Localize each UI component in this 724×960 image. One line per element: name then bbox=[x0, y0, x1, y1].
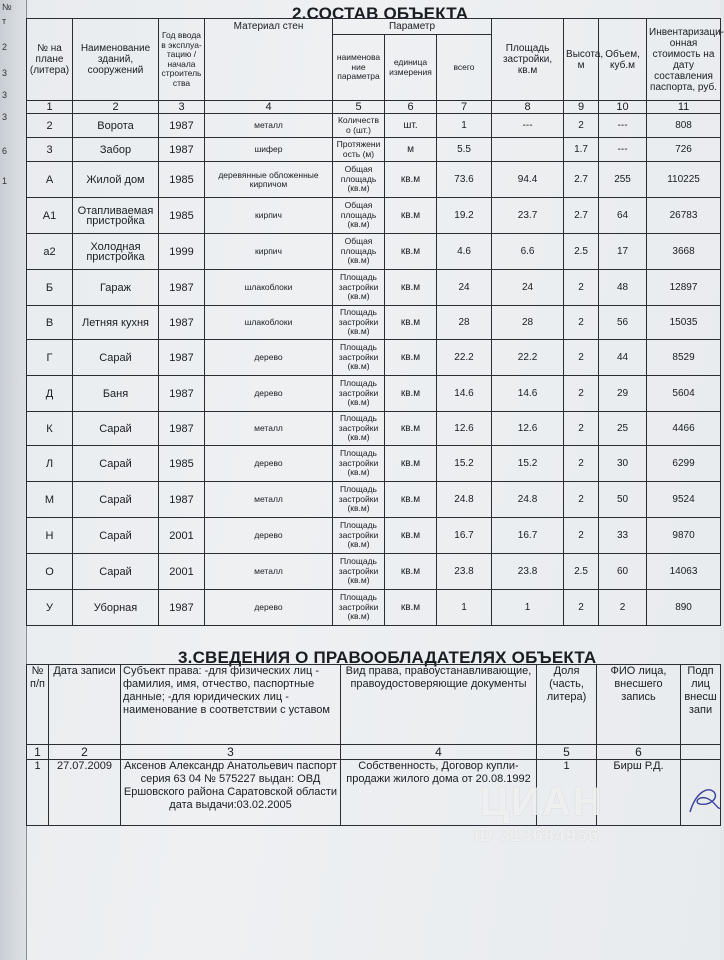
cell-total: 4.6 bbox=[437, 234, 492, 270]
cell-name: Ворота bbox=[73, 114, 159, 138]
cell-area: --- bbox=[492, 114, 564, 138]
cell-cost: 110225 bbox=[647, 162, 721, 198]
table-row bbox=[27, 412, 721, 446]
cell-year: 2001 bbox=[159, 554, 205, 590]
cell-cost: 14063 bbox=[647, 554, 721, 590]
cell-param: Площадь застройки (кв.м) bbox=[333, 270, 385, 306]
cell-height: 2 bbox=[564, 446, 599, 482]
cell-area: 22.2 bbox=[492, 340, 564, 376]
cell-height: 2 bbox=[564, 270, 599, 306]
cell-unit: кв.м bbox=[385, 482, 437, 518]
header-building-area: Площадь застройки, кв.м bbox=[492, 19, 564, 101]
cell-area: 28 bbox=[492, 306, 564, 340]
cell-volume: 30 bbox=[599, 446, 647, 482]
cell-lit: А1 bbox=[27, 198, 73, 234]
header-volume: Объем, куб.м bbox=[599, 19, 647, 101]
table-row bbox=[27, 518, 721, 554]
section-3-title: 3.СВЕДЕНИЯ О ПРАВООБЛАДАТЕЛЯХ ОБЪЕКТА bbox=[178, 648, 597, 667]
cell-lit: а2 bbox=[27, 234, 73, 270]
column-number-row bbox=[27, 745, 721, 760]
cell-name: Холодная пристройка bbox=[73, 234, 159, 270]
cell-param: Общая площадь (кв.м) bbox=[333, 234, 385, 270]
cell-height: 2 bbox=[564, 482, 599, 518]
column-number: 6 bbox=[385, 101, 437, 114]
cell-height: 2.5 bbox=[564, 554, 599, 590]
right-holders-table bbox=[26, 664, 721, 826]
cell-lit: Н bbox=[27, 518, 73, 554]
cell-name: Жилой дом bbox=[73, 162, 159, 198]
cell-volume: 25 bbox=[599, 412, 647, 446]
cell-total: 73.6 bbox=[437, 162, 492, 198]
cell-total: 14.6 bbox=[437, 376, 492, 412]
cell-material: металл bbox=[205, 482, 333, 518]
section-2-title: 2.СОСТАВ ОБЪЕКТА bbox=[292, 4, 469, 23]
cell-param: Общая площадь (кв.м) bbox=[333, 162, 385, 198]
cell-height: 2.7 bbox=[564, 162, 599, 198]
cell-lit: 3 bbox=[27, 138, 73, 162]
cell-volume: 60 bbox=[599, 554, 647, 590]
cell-material: кирпич bbox=[205, 198, 333, 234]
cell-param: Площадь застройки (кв.м) bbox=[333, 518, 385, 554]
table-row bbox=[27, 446, 721, 482]
cell-volume: 2 bbox=[599, 590, 647, 626]
cell-unit: кв.м bbox=[385, 446, 437, 482]
cell-unit: кв.м bbox=[385, 518, 437, 554]
cell-unit: кв.м bbox=[385, 376, 437, 412]
cell-cost: 26783 bbox=[647, 198, 721, 234]
cell-year: 1987 bbox=[159, 114, 205, 138]
cell-unit: кв.м bbox=[385, 412, 437, 446]
cell-cost: 9870 bbox=[647, 518, 721, 554]
header-parameter-unit: единица измерения bbox=[385, 35, 437, 101]
cell-param: Площадь застройки (кв.м) bbox=[333, 412, 385, 446]
binder-mark: № bbox=[2, 2, 12, 12]
cell-volume: 33 bbox=[599, 518, 647, 554]
cell-unit: шт. bbox=[385, 114, 437, 138]
cell-year: 1987 bbox=[159, 482, 205, 518]
cell-year: 1985 bbox=[159, 162, 205, 198]
cell-unit: кв.м bbox=[385, 554, 437, 590]
cell-volume: --- bbox=[599, 114, 647, 138]
cell-cost: 5604 bbox=[647, 376, 721, 412]
header-plan-number: № на плане (литера) bbox=[27, 19, 73, 101]
column-number: 3 bbox=[159, 101, 205, 114]
cell-material: шифер bbox=[205, 138, 333, 162]
cell-area: 23.7 bbox=[492, 198, 564, 234]
cell-total: 15.2 bbox=[437, 446, 492, 482]
cell-volume: 17 bbox=[599, 234, 647, 270]
cell-year: 1987 bbox=[159, 590, 205, 626]
watermark-id: ID 313684956 bbox=[474, 825, 600, 845]
cell-area: 12.6 bbox=[492, 412, 564, 446]
cell-lit: В bbox=[27, 306, 73, 340]
header-year: Год ввода в эксплуа-тацию / начала строитель ства bbox=[159, 19, 205, 101]
cell-lit: О bbox=[27, 554, 73, 590]
cell-total: 19.2 bbox=[437, 198, 492, 234]
header-record-date: Дата записи bbox=[49, 665, 121, 745]
header-parameter-total: всего bbox=[437, 35, 492, 101]
binder-mark: т bbox=[2, 16, 7, 26]
cell-name: Сарай bbox=[73, 554, 159, 590]
column-number: 11 bbox=[647, 101, 721, 114]
cell-param: Площадь застройки (кв.м) bbox=[333, 590, 385, 626]
table-row bbox=[27, 306, 721, 340]
cell-cost: 726 bbox=[647, 138, 721, 162]
cell-height: 2 bbox=[564, 114, 599, 138]
cell-param: Площадь застройки (кв.м) bbox=[333, 554, 385, 590]
cell-param: Общая площадь (кв.м) bbox=[333, 198, 385, 234]
cell-volume: 48 bbox=[599, 270, 647, 306]
handwritten-signature bbox=[686, 782, 720, 822]
cell-year: 1987 bbox=[159, 376, 205, 412]
column-number: 10 bbox=[599, 101, 647, 114]
cell-param: Площадь застройки (кв.м) bbox=[333, 482, 385, 518]
cell-date: 27.07.2009 bbox=[49, 760, 121, 826]
cell-unit: кв.м bbox=[385, 306, 437, 340]
cell-name: Гараж bbox=[73, 270, 159, 306]
cell-area: 24 bbox=[492, 270, 564, 306]
cell-year: 1999 bbox=[159, 234, 205, 270]
cell-height: 1.7 bbox=[564, 138, 599, 162]
cell-total: 22.2 bbox=[437, 340, 492, 376]
cell-height: 2.5 bbox=[564, 234, 599, 270]
table-row bbox=[27, 198, 721, 234]
cell-name: Летняя кухня bbox=[73, 306, 159, 340]
cell-lit: У bbox=[27, 590, 73, 626]
header-row-number: № п/п bbox=[27, 665, 49, 745]
cell-unit: м bbox=[385, 138, 437, 162]
cell-area: 24.8 bbox=[492, 482, 564, 518]
cell-volume: 50 bbox=[599, 482, 647, 518]
cell-lit: М bbox=[27, 482, 73, 518]
cell-year: 1987 bbox=[159, 412, 205, 446]
header-inventory-cost: Инвентаризаци-онная стоимость на дату составления паспорта, руб. bbox=[647, 19, 721, 101]
cell-height: 2 bbox=[564, 518, 599, 554]
cell-name: Сарай bbox=[73, 518, 159, 554]
cell-year: 1987 bbox=[159, 306, 205, 340]
cell-area: 23.8 bbox=[492, 554, 564, 590]
table-row bbox=[27, 554, 721, 590]
cell-cost: 808 bbox=[647, 114, 721, 138]
header-right-subject: Субъект права: -для физических лиц - фамилия, имя, отчество, паспортные данные; -для юридических лиц - наименование в соответствии с уставом bbox=[121, 665, 341, 745]
cell-param: Количеств о (шт.) bbox=[333, 114, 385, 138]
cell-total: 16.7 bbox=[437, 518, 492, 554]
cell-area: 94.4 bbox=[492, 162, 564, 198]
cell-year: 1987 bbox=[159, 270, 205, 306]
column-number: 3 bbox=[121, 745, 341, 760]
binder-mark: 2 bbox=[2, 42, 8, 52]
column-number: 8 bbox=[492, 101, 564, 114]
cell-material: дерево bbox=[205, 376, 333, 412]
cell-material: дерево bbox=[205, 446, 333, 482]
cell-total: 28 bbox=[437, 306, 492, 340]
header-wall-material: Материал стен bbox=[205, 19, 333, 101]
cell-height: 2 bbox=[564, 590, 599, 626]
table-row bbox=[27, 760, 721, 826]
cell-unit: кв.м bbox=[385, 198, 437, 234]
table-row bbox=[27, 138, 721, 162]
cell-cost: 4466 bbox=[647, 412, 721, 446]
binder-mark: 3 bbox=[2, 112, 8, 122]
table-row bbox=[27, 270, 721, 306]
header-share: Доля (часть, литера) bbox=[537, 665, 597, 745]
cell-name: Забор bbox=[73, 138, 159, 162]
cell-unit: кв.м bbox=[385, 270, 437, 306]
cell-name: Сарай bbox=[73, 482, 159, 518]
header-height: Высота, м bbox=[564, 19, 599, 101]
cell-recorder: Бирш Р.Д. bbox=[597, 760, 681, 826]
cell-material: шлакоблоки bbox=[205, 270, 333, 306]
column-number: 7 bbox=[437, 101, 492, 114]
cell-lit: Л bbox=[27, 446, 73, 482]
cell-cost: 9524 bbox=[647, 482, 721, 518]
cell-name: Сарай bbox=[73, 340, 159, 376]
table-row bbox=[27, 482, 721, 518]
cell-material: шлакоблоки bbox=[205, 306, 333, 340]
column-number bbox=[681, 745, 721, 760]
cell-unit: кв.м bbox=[385, 162, 437, 198]
column-number: 9 bbox=[564, 101, 599, 114]
cell-material: дерево bbox=[205, 340, 333, 376]
cell-lit: 2 bbox=[27, 114, 73, 138]
cell-unit: кв.м bbox=[385, 340, 437, 376]
header-signature: Подп лиц внесш запи bbox=[681, 665, 721, 745]
binder-mark: 1 bbox=[2, 176, 8, 186]
cell-volume: 64 bbox=[599, 198, 647, 234]
cell-name: Сарай bbox=[73, 446, 159, 482]
cell-area: 16.7 bbox=[492, 518, 564, 554]
cell-height: 2 bbox=[564, 376, 599, 412]
cell-area: 1 bbox=[492, 590, 564, 626]
column-number-row bbox=[27, 101, 721, 114]
cell-total: 1 bbox=[437, 114, 492, 138]
cell-height: 2 bbox=[564, 340, 599, 376]
cell-year: 1985 bbox=[159, 198, 205, 234]
object-composition-table bbox=[26, 18, 724, 626]
cell-right: Собственность, Договор купли-продажи жилого дома от 20.08.1992 bbox=[341, 760, 537, 826]
cell-year: 1987 bbox=[159, 340, 205, 376]
cell-name: Отапливаемая пристройка bbox=[73, 198, 159, 234]
cell-volume: 29 bbox=[599, 376, 647, 412]
cell-cost: 15035 bbox=[647, 306, 721, 340]
table-row bbox=[27, 376, 721, 412]
watermark-brand: ЦИАН bbox=[480, 780, 604, 824]
cell-material: дерево bbox=[205, 590, 333, 626]
cell-share: 1 bbox=[537, 760, 597, 826]
cell-total: 23.8 bbox=[437, 554, 492, 590]
cell-param: Площадь застройки (кв.м) bbox=[333, 306, 385, 340]
cell-year: 1985 bbox=[159, 446, 205, 482]
cell-name: Баня bbox=[73, 376, 159, 412]
table-row bbox=[27, 162, 721, 198]
cell-volume: 56 bbox=[599, 306, 647, 340]
cell-volume: 44 bbox=[599, 340, 647, 376]
cell-material: металл bbox=[205, 412, 333, 446]
cell-total: 24.8 bbox=[437, 482, 492, 518]
cell-lit: Г bbox=[27, 340, 73, 376]
column-number: 4 bbox=[205, 101, 333, 114]
cell-height: 2.7 bbox=[564, 198, 599, 234]
cell-material: металл bbox=[205, 554, 333, 590]
cell-lit: Д bbox=[27, 376, 73, 412]
table-row bbox=[27, 114, 721, 138]
cell-height: 2 bbox=[564, 412, 599, 446]
column-number: 2 bbox=[49, 745, 121, 760]
table-row bbox=[27, 590, 721, 626]
cell-area bbox=[492, 138, 564, 162]
cell-material: кирпич bbox=[205, 234, 333, 270]
cell-area: 6.6 bbox=[492, 234, 564, 270]
cell-lit: Б bbox=[27, 270, 73, 306]
header-parameter: Параметр bbox=[333, 19, 492, 35]
cell-volume: --- bbox=[599, 138, 647, 162]
binder-mark: 3 bbox=[2, 90, 8, 100]
cell-param: Площадь застройки (кв.м) bbox=[333, 376, 385, 412]
cell-volume: 255 bbox=[599, 162, 647, 198]
column-number: 1 bbox=[27, 101, 73, 114]
binder-mark: 3 bbox=[2, 68, 8, 78]
cell-total: 1 bbox=[437, 590, 492, 626]
cell-material: дерево bbox=[205, 518, 333, 554]
column-number: 5 bbox=[537, 745, 597, 760]
header-parameter-name: наименова ние параметра bbox=[333, 35, 385, 101]
column-number: 6 bbox=[597, 745, 681, 760]
cell-num: 1 bbox=[27, 760, 49, 826]
cell-area: 14.6 bbox=[492, 376, 564, 412]
table-row bbox=[27, 234, 721, 270]
table-row bbox=[27, 340, 721, 376]
header-recorder-name: ФИО лица, внесшего запись bbox=[597, 665, 681, 745]
cell-height: 2 bbox=[564, 306, 599, 340]
cell-name: Сарай bbox=[73, 412, 159, 446]
cell-unit: кв.м bbox=[385, 590, 437, 626]
cell-param: Площадь застройки (кв.м) bbox=[333, 340, 385, 376]
cell-material: металл bbox=[205, 114, 333, 138]
cell-cost: 890 bbox=[647, 590, 721, 626]
cell-lit: А bbox=[27, 162, 73, 198]
watermark bbox=[474, 780, 604, 846]
binder-mark: 6 bbox=[2, 146, 8, 156]
cell-cost: 12897 bbox=[647, 270, 721, 306]
header-building-name: Наименование зданий, сооружений bbox=[73, 19, 159, 101]
cell-material: деревянные обложенные кирпичом bbox=[205, 162, 333, 198]
cell-year: 1987 bbox=[159, 138, 205, 162]
cell-total: 24 bbox=[437, 270, 492, 306]
cell-area: 15.2 bbox=[492, 446, 564, 482]
cell-total: 5.5 bbox=[437, 138, 492, 162]
column-number: 2 bbox=[73, 101, 159, 114]
cell-cost: 3668 bbox=[647, 234, 721, 270]
column-number: 4 bbox=[341, 745, 537, 760]
cell-param: Площадь застройки (кв.м) bbox=[333, 446, 385, 482]
column-number: 1 bbox=[27, 745, 49, 760]
cell-cost: 6299 bbox=[647, 446, 721, 482]
cell-lit: К bbox=[27, 412, 73, 446]
cell-subject: Аксенов Александр Анатольевич паспорт серия 63 04 № 575227 выдан: ОВД Ершовского района Саратовской области дата выдачи:03.02.2005 bbox=[121, 760, 341, 826]
cell-total: 12.6 bbox=[437, 412, 492, 446]
cell-unit: кв.м bbox=[385, 234, 437, 270]
binder-strip bbox=[0, 0, 27, 960]
cell-param: Протяжени ость (м) bbox=[333, 138, 385, 162]
cell-year: 2001 bbox=[159, 518, 205, 554]
cell-cost: 8529 bbox=[647, 340, 721, 376]
column-number: 5 bbox=[333, 101, 385, 114]
header-right-type: Вид права, правоустанавливающие, правоудостоверяющие документы bbox=[341, 665, 537, 745]
cell-name: Уборная bbox=[73, 590, 159, 626]
